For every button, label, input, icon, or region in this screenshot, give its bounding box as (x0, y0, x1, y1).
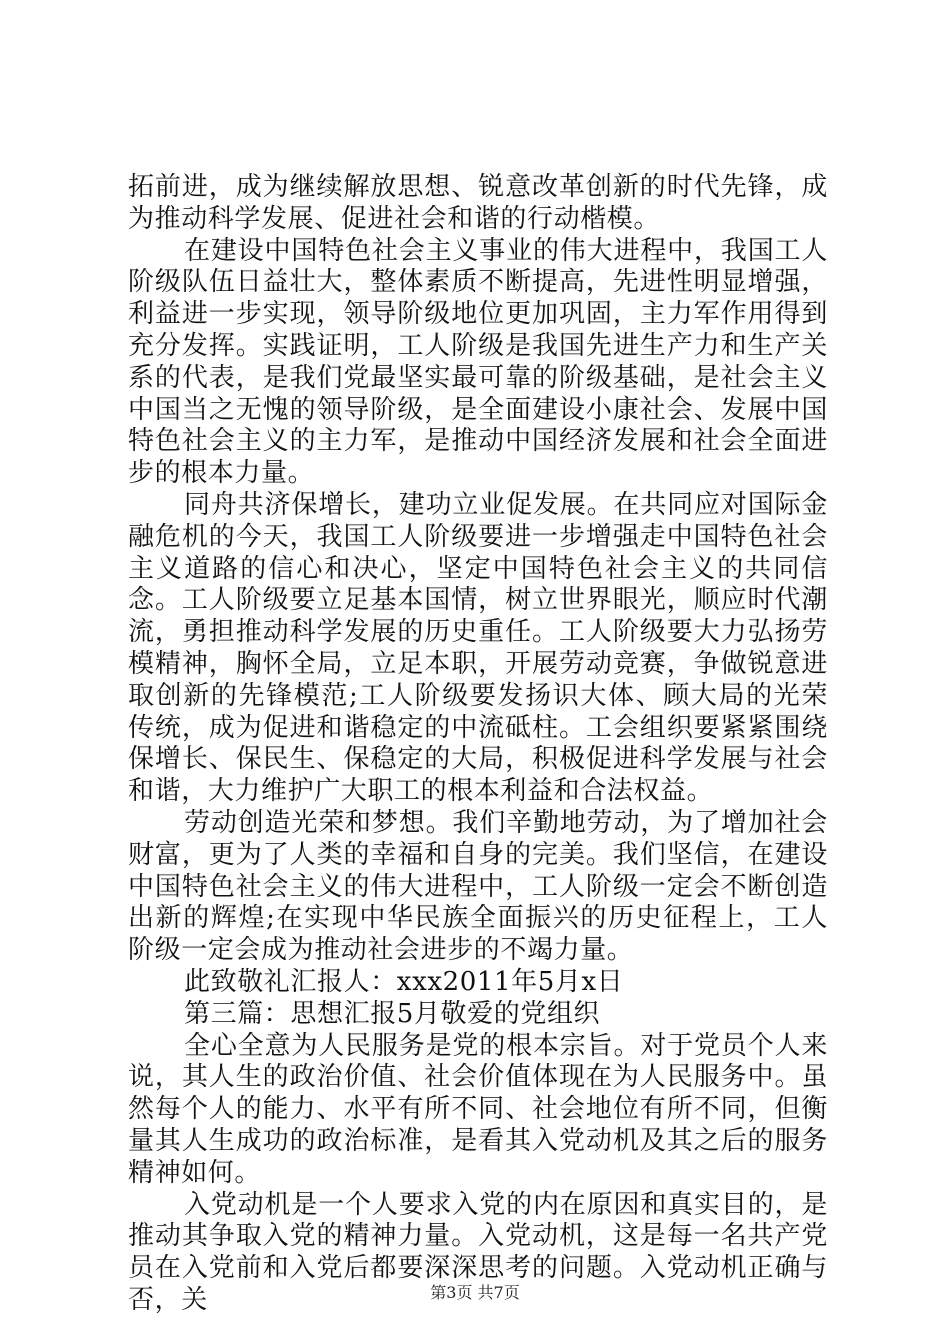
paragraph-labor-glory: 劳动创造光荣和梦想。我们辛勤地劳动，为了增加社会财富，更为了人类的幸福和自身的完美。我们坚信，在建设中国特色社会主义的伟大进程中，工人阶级一定会不断创造出新的辉煌;在实现中华民族全面振兴的历史征程上，工人阶级一定会成为推动社会进步的不竭力量。 (128, 807, 828, 966)
document-body (128, 172, 828, 1317)
paragraph-serve-people: 全心全意为人民服务是党的根本宗旨。对于党员个人来说，其人生的政治价值、社会价值体现在为人民服务中。虽然每个人的能力、水平有所不同、社会地位有所不同，但衡量其人生成功的政治标准，是看其入党动机及其之后的服务精神如何。 (128, 1030, 828, 1188)
paragraph-growth-development: 同舟共济保增长，建功立业促发展。在共同应对国际金融危机的今天，我国工人阶级要进一步增强走中国特色社会主义道路的信心和决心，坚定中国特色社会主义的共同信念。工人阶级要立足基本国情，树立世界眼光，顺应时代潮流，勇担推动科学发展的历史重任。工人阶级要大力弘扬劳模精神，胸怀全局，立足本职，开展劳动竞赛，争做锐意进取创新的先锋模范;工人阶级要发扬识大体、顾大局的光荣传统，成为促进和谐稳定的中流砥柱。工会组织要紧紧围绕保增长、保民生、保稳定的大局，积极促进科学发展与社会和谐，大力维护广大职工的根本利益和合法权益。 (128, 489, 828, 807)
section-heading: 第三篇：思想汇报5月敬爱的党组织 (184, 998, 601, 1029)
paragraph-party-motivation: 入党动机是一个人要求入党的内在原因和真实目的，是推动其争取入党的精神力量。入党动机，这是每一名共产党员在入党前和入党后都要深深思考的问题。入党动机正确与否，关 (128, 1189, 828, 1315)
page-footer (0, 1280, 950, 1303)
paragraph-continuation: 拓前进，成为继续解放思想、锐意改革创新的时代先锋，成为推动科学发展、促进社会和谐的行动楷模。 (128, 172, 828, 234)
closing-signature: 此致敬礼汇报人：xxx2011年5月x日 (184, 966, 624, 997)
page-number-indicator: 第3页 共7页 (430, 1283, 520, 1302)
paragraph-working-class-progress: 在建设中国特色社会主义事业的伟大进程中，我国工人阶级队伍日益壮大，整体素质不断提高，先进性明显增强，利益进一步实现，领导阶级地位更加巩固，主力军作用得到充分发挥。实践证明，工人阶级是我国先进生产力和生产关系的代表，是我们党最坚实最可靠的阶级基础，是社会主义中国当之无愧的领导阶级，是全面建设小康社会、发展中国特色社会主义的主力军，是推动中国经济发展和社会全面进步的根本力量。 (128, 235, 828, 489)
